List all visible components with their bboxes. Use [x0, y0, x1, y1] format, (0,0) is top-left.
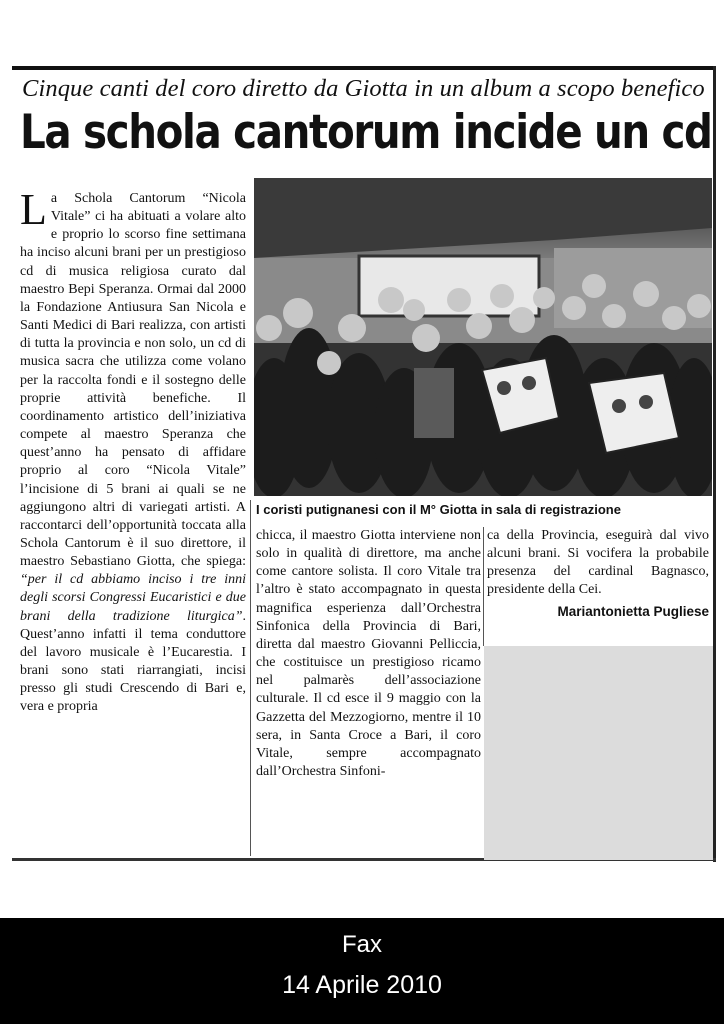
article-column-2 — [256, 527, 481, 781]
choir-photo-image — [254, 178, 712, 496]
footer-source: Fax — [341, 931, 382, 958]
article-column-1 — [20, 185, 246, 717]
column-divider — [250, 500, 251, 856]
article-subtitle: Cinque canti del coro diretto da Giotta in un album a scopo benefico — [22, 75, 705, 102]
column-1-text: a Schola Cantorum “Nicola Vitale” ci ha abituati a volare alto e proprio lo scorso fine settimana ha inciso alcuni brani per un prestigioso cd di musica religiosa curato dal maestro Bepi Speranza. Ormai dal 2000 la Fondazione Antiusura San Nicola e Santi Medici di Bari realizza, con artisti di tutta la provincia e non solo, un cd di musica sacra che utilizza come volano per la raccolta fondi e il sostegno delle proprie attività benefiche. Il coordinamento artistico dell’iniziativa compete al maestro Speranza che quest’anno ha pensato di affidare proprio al coro “Nicola Vitale” l’incisione di 5 brani ai quali se ne aggiungono altri di variegati artisti. A raccontarci dell’opportunità toccata alla Schola Cantorum è il suo direttore, il maestro Sebastiano Giotta, che spiega: — [20, 191, 246, 570]
drop-cap: L — [20, 185, 47, 234]
column-3-text: ca della Provincia, eseguirà dal vivo alcuni brani. Si vocifera la probabile presenza del cardinal Bagnasco, presidente della Cei. — [487, 528, 709, 598]
right-border — [713, 66, 716, 862]
article-column-3 — [487, 527, 709, 621]
column-2-text: chicca, il maestro Giotta interviene non solo in qualità di direttore, ma anche come cantore solista. Il coro Vitale tra l’altro è stato accompagnato in questa magnifica esperienza dall’Orchestra Sinfonica della Provincia di Bari, diretta dal maestro Giovanni Pelliccia, che costituisce un prestigioso ricamo nel palmarès dell’associazione culturale. Il cd esce il 9 maggio con la Gazzetta del Mezzogiorno, mentre il 10 sera, in Santa Croce a Bari, il coro Vitale, sempre accompagnato dall’Orchestra Sinfoni- — [256, 528, 481, 780]
column-divider — [483, 527, 484, 646]
article-headline: La schola cantorum incide un cd — [20, 105, 712, 160]
fax-footer — [0, 918, 724, 1024]
photo-caption: I coristi putignanesi con il M° Giotta in sala di registrazione — [256, 502, 621, 517]
top-rule — [12, 66, 716, 70]
choir-photo — [254, 178, 712, 496]
blank-grey-box — [484, 646, 713, 860]
footer-date: 14 Aprile 2010 — [282, 971, 442, 999]
column-1-quote: “per il cd abbiamo inciso i tre inni degli scorsi Congressi Eucaristici e due brani della tradizione liturgica” — [20, 572, 246, 624]
column-1-text-end: . Quest’anno infatti il tema conduttore del lavoro musicale è l’Eucarestia. I brani sono stati riarrangiati, incisi presso gli studi Crescendo di Bari e, vera e propria — [20, 608, 246, 715]
author-byline: Mariantonietta Pugliese — [557, 603, 709, 619]
